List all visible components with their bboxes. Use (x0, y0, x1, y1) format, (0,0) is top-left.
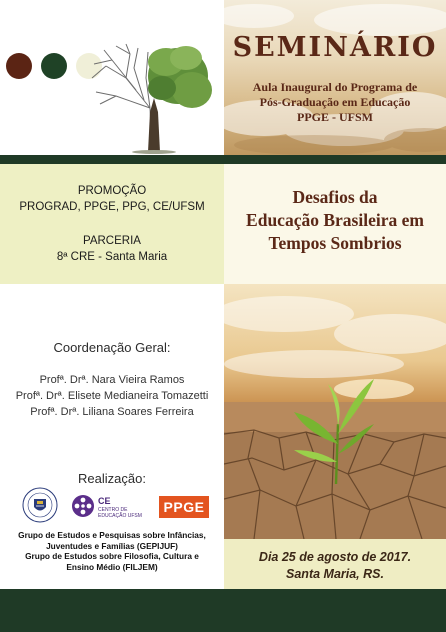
green-dot (41, 53, 67, 79)
group-line: Grupo de Estudos sobre Filosofia, Cultura e (25, 551, 199, 561)
ppge-logo: PPGE (159, 496, 209, 518)
brown-dot (6, 53, 32, 79)
realization-heading: Realização: (78, 471, 146, 486)
ce-logo-name: CE (98, 496, 111, 506)
theme-title (224, 186, 446, 255)
coordinator-name: Profª. Drª. Elisete Medianeira Tomazetti (15, 390, 209, 402)
event-details (224, 539, 446, 589)
theme-line: Educação Brasileira em (246, 210, 424, 230)
ufsm-seal-logo (22, 487, 58, 523)
subtitle-line: PPGE - UFSM (297, 110, 373, 124)
partnership-text: 8ª CRE - Santa Maria (56, 251, 168, 263)
partnership-heading: PARCERIA (83, 235, 141, 247)
credits-panel (0, 284, 224, 589)
bottom-green-band (0, 589, 446, 632)
seminar-subtitle (224, 80, 446, 125)
cracked-earth-sprout-image (224, 284, 446, 539)
coordination-heading: Coordenação Geral: (53, 340, 171, 355)
header-title-panel (224, 0, 446, 155)
group-line: Juventudes e Famílias (GEPIJUF) (46, 540, 178, 551)
top-green-band (0, 155, 446, 164)
seminar-title: SEMINÁRIO (232, 32, 438, 63)
cloudy-sky-image (224, 0, 446, 155)
cracked-earth-illustration (224, 284, 446, 539)
subtitle-line: Aula Inaugural do Programa de (252, 80, 418, 94)
header-left-panel (0, 0, 224, 155)
group-line: Ensino Médio (FILJEM) (66, 561, 158, 572)
theme-line: Tempos Sombrios (268, 233, 402, 253)
event-place: Santa Maria, RS. (286, 567, 384, 581)
group-line: Grupo de Estudos e Pesquisas sobre Infâncias, (18, 530, 206, 540)
coordinator-name: Profª. Drª. Liliana Soares Ferreira (30, 406, 194, 418)
event-date: Dia 25 de agosto de 2017. (258, 550, 412, 564)
promotion-panel (0, 164, 224, 284)
subtitle-line: Pós-Graduação em Educação (259, 95, 411, 109)
promotion-heading: PROMOÇÃO (77, 185, 147, 197)
coordinator-name: Profª. Drª. Nara Vieira Ramos (39, 374, 185, 386)
half-bare-tree-image (86, 38, 214, 154)
theme-panel (224, 164, 446, 284)
ce-flower-logo (71, 494, 95, 518)
promotion-text: PROGRAD, PPGE, PPG, CE/UFSM (19, 201, 205, 213)
ce-logo-subtitle: CENTRO DE EDUCAÇÃO UFSM (98, 507, 142, 519)
research-groups (0, 530, 224, 572)
theme-line: Desafios da (292, 187, 378, 207)
